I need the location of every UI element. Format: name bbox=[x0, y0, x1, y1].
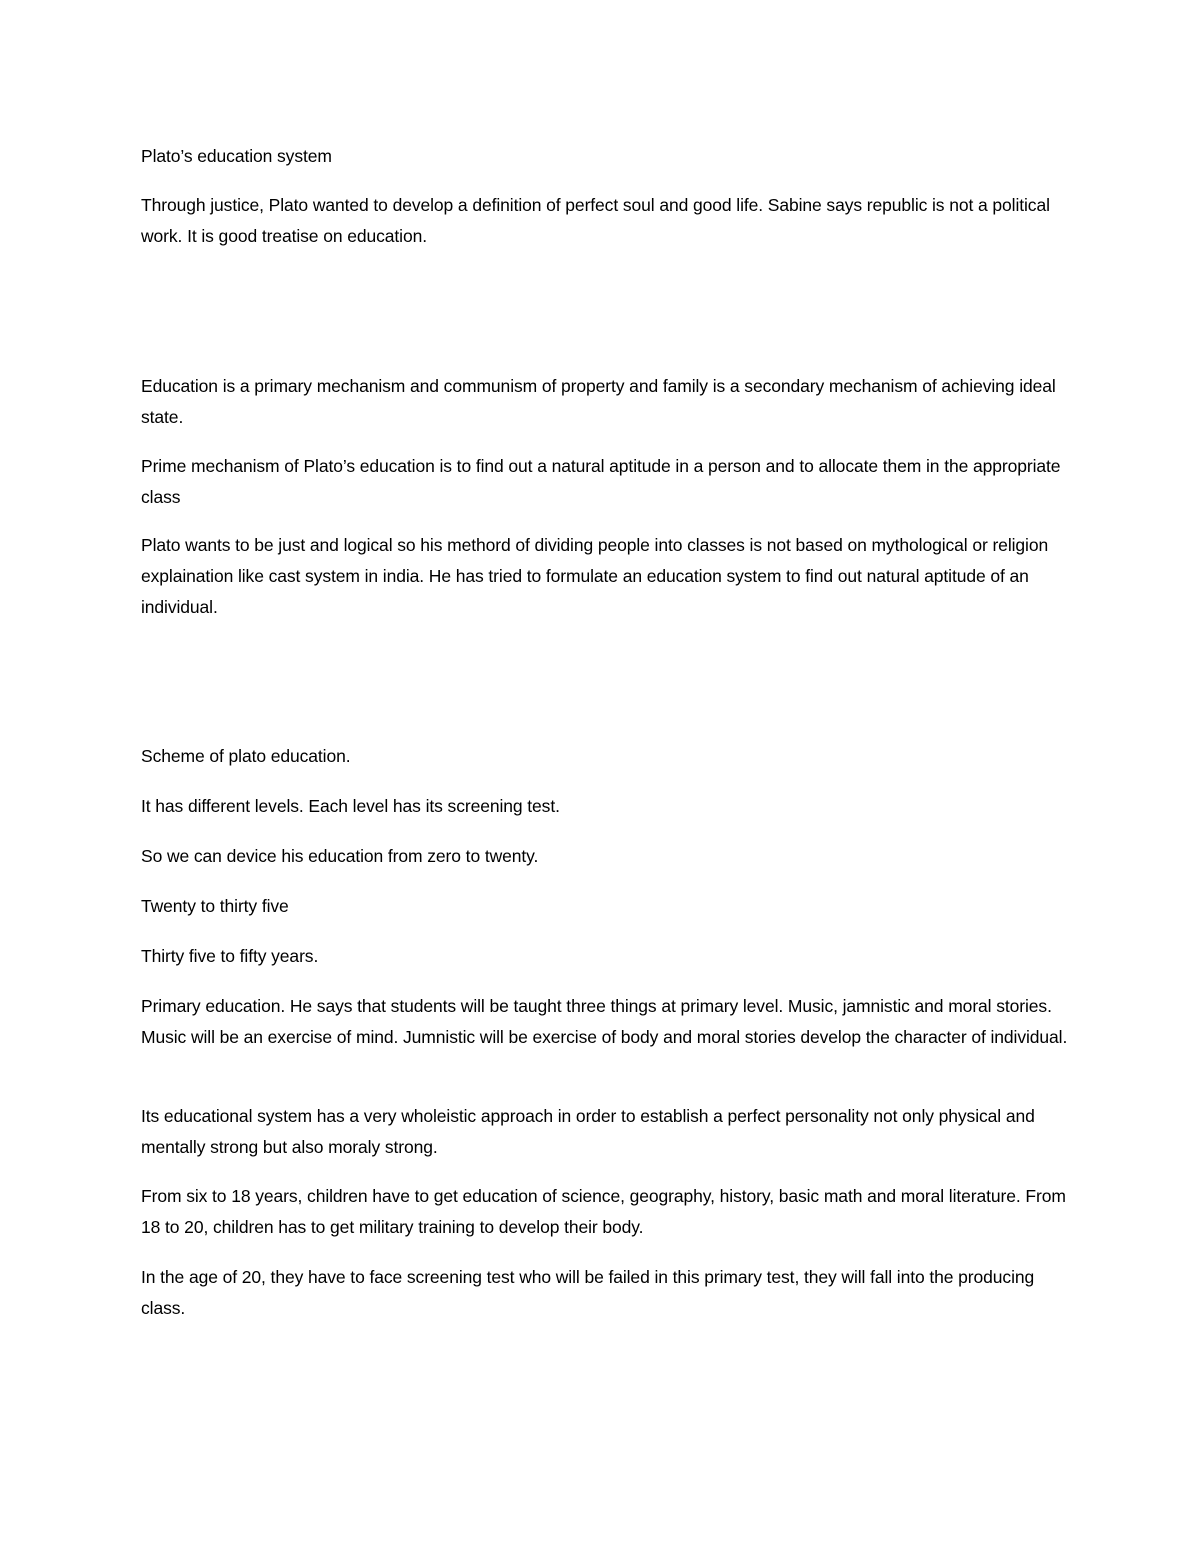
paragraph-justice: Through justice, Plato wanted to develop a definition of perfect soul and good life. Sabine says republic is not a political work. It is good treatise on education. bbox=[141, 195, 1050, 246]
paragraph-levels: It has different levels. Each level has its screening test. bbox=[141, 796, 560, 816]
paragraph-twenty-to-thirty-five: Twenty to thirty five bbox=[141, 896, 289, 916]
paragraph-zero-to-twenty: So we can device his education from zero to twenty. bbox=[141, 846, 539, 866]
paragraph-natural-aptitude: Prime mechanism of Plato’s education is to find out a natural aptitude in a person and to allocate them in the appropriate class bbox=[141, 456, 1061, 507]
paragraph-six-to-eighteen: From six to 18 years, children have to get education of science, geography, history, basic math and moral literature. From 18 to 20, children has to get military training to develop their body. bbox=[141, 1186, 1066, 1237]
paragraph-screening-test: In the age of 20, they have to face screening test who will be failed in this primary test, they will fall into the producing class. bbox=[141, 1267, 1035, 1318]
paragraph-primary-mechanism: Education is a primary mechanism and communism of property and family is a secondary mechanism of achieving ideal state. bbox=[141, 376, 1056, 427]
paragraph-scheme-heading: Scheme of plato education. bbox=[141, 746, 351, 766]
document-title: Plato’s education system bbox=[141, 146, 332, 166]
paragraph-primary-education: Primary education. He says that students will be taught three things at primary level. Music, jamnistic and moral stories. Music will be an exercise of mind. Jumnistic will be exercise of body and moral stories develop the character of individual. bbox=[141, 996, 1068, 1047]
paragraph-wholeistic-approach: Its educational system has a very wholeistic approach in order to establish a perfect personality not only physical and mentally strong but also moraly strong. bbox=[141, 1106, 1035, 1157]
paragraph-thirty-five-to-fifty: Thirty five to fifty years. bbox=[141, 946, 319, 966]
paragraph-just-and-logical: Plato wants to be just and logical so his methord of dividing people into classes is not based on mythological or religion explaination like cast system in india. He has tried to formulate an education system to find out natural aptitude of an individual. bbox=[141, 535, 1049, 617]
